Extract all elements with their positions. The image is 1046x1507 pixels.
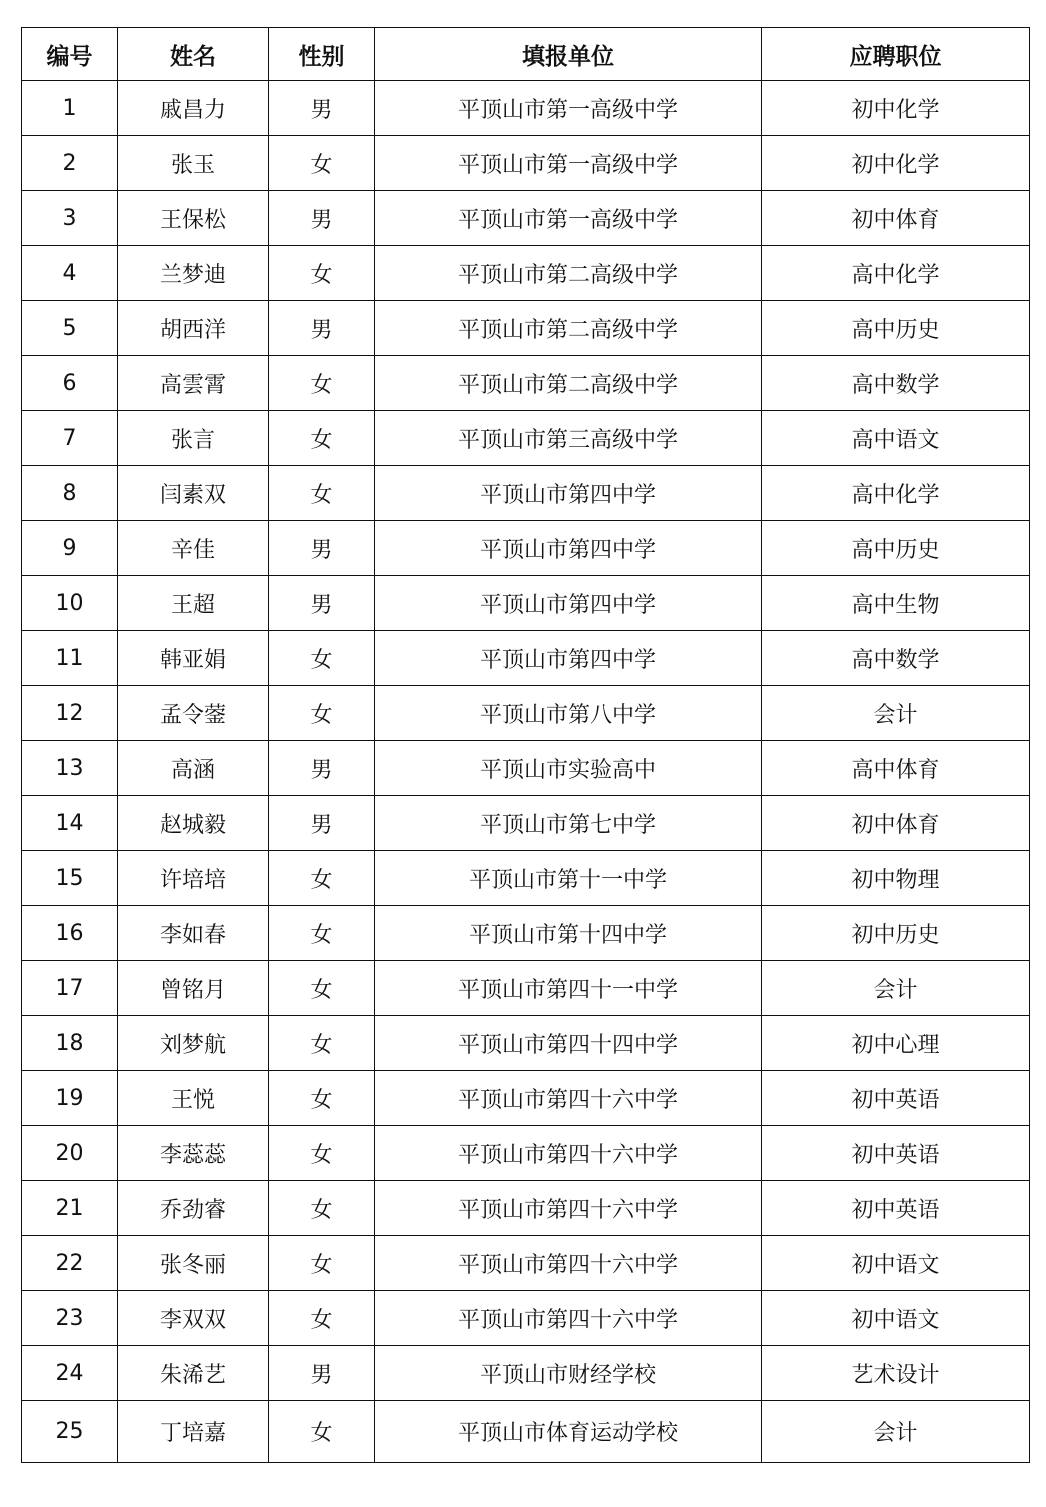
cell-id: 7	[22, 411, 118, 466]
cell-id: 10	[22, 576, 118, 631]
cell-unit: 平顶山市实验高中	[375, 741, 762, 796]
table-row	[22, 1016, 1030, 1071]
recruitment-roster-table	[21, 27, 1030, 1463]
cell-id: 6	[22, 356, 118, 411]
table-row	[22, 1071, 1030, 1126]
header-unit: 填报单位	[375, 28, 762, 81]
cell-id: 3	[22, 191, 118, 246]
table-row	[22, 1401, 1030, 1463]
table-row	[22, 246, 1030, 301]
cell-position: 高中数学	[762, 356, 1030, 411]
cell-unit: 平顶山市第四十六中学	[375, 1071, 762, 1126]
cell-unit: 平顶山市财经学校	[375, 1346, 762, 1401]
table-row	[22, 356, 1030, 411]
table-row	[22, 961, 1030, 1016]
cell-gender: 男	[269, 301, 375, 356]
cell-name: 高雲霄	[118, 356, 269, 411]
cell-unit: 平顶山市第四中学	[375, 521, 762, 576]
cell-gender: 女	[269, 851, 375, 906]
table-row	[22, 851, 1030, 906]
cell-name: 丁培嘉	[118, 1401, 269, 1463]
cell-gender: 女	[269, 136, 375, 191]
cell-gender: 男	[269, 796, 375, 851]
cell-unit: 平顶山市第一高级中学	[375, 136, 762, 191]
cell-gender: 男	[269, 191, 375, 246]
cell-position: 高中语文	[762, 411, 1030, 466]
cell-position: 初中心理	[762, 1016, 1030, 1071]
cell-position: 高中数学	[762, 631, 1030, 686]
cell-unit: 平顶山市第二高级中学	[375, 301, 762, 356]
cell-unit: 平顶山市第八中学	[375, 686, 762, 741]
cell-name: 乔劲睿	[118, 1181, 269, 1236]
cell-unit: 平顶山市第四十一中学	[375, 961, 762, 1016]
cell-id: 14	[22, 796, 118, 851]
cell-name: 韩亚娟	[118, 631, 269, 686]
cell-gender: 女	[269, 466, 375, 521]
cell-position: 初中历史	[762, 906, 1030, 961]
cell-position: 初中化学	[762, 136, 1030, 191]
table-row	[22, 1346, 1030, 1401]
cell-name: 王超	[118, 576, 269, 631]
cell-position: 初中语文	[762, 1291, 1030, 1346]
table-row	[22, 136, 1030, 191]
cell-unit: 平顶山市第十四中学	[375, 906, 762, 961]
cell-id: 22	[22, 1236, 118, 1291]
cell-id: 25	[22, 1401, 118, 1463]
cell-gender: 男	[269, 1346, 375, 1401]
cell-position: 初中体育	[762, 191, 1030, 246]
cell-id: 20	[22, 1126, 118, 1181]
cell-gender: 女	[269, 1181, 375, 1236]
cell-name: 张冬丽	[118, 1236, 269, 1291]
cell-unit: 平顶山市第四十四中学	[375, 1016, 762, 1071]
cell-id: 17	[22, 961, 118, 1016]
table-row	[22, 1126, 1030, 1181]
cell-gender: 女	[269, 686, 375, 741]
table-row	[22, 796, 1030, 851]
table-row	[22, 741, 1030, 796]
cell-gender: 女	[269, 1071, 375, 1126]
cell-gender: 女	[269, 246, 375, 301]
table-row	[22, 906, 1030, 961]
cell-name: 高涵	[118, 741, 269, 796]
table-row	[22, 1181, 1030, 1236]
cell-unit: 平顶山市第四十六中学	[375, 1181, 762, 1236]
cell-gender: 女	[269, 1016, 375, 1071]
table-row	[22, 81, 1030, 136]
table-row	[22, 191, 1030, 246]
cell-gender: 男	[269, 81, 375, 136]
cell-position: 高中化学	[762, 466, 1030, 521]
cell-id: 5	[22, 301, 118, 356]
header-id: 编号	[22, 28, 118, 81]
cell-name: 曾铭月	[118, 961, 269, 1016]
cell-gender: 女	[269, 1236, 375, 1291]
cell-position: 高中体育	[762, 741, 1030, 796]
cell-name: 辛佳	[118, 521, 269, 576]
cell-position: 会计	[762, 1401, 1030, 1463]
cell-name: 王保松	[118, 191, 269, 246]
cell-id: 2	[22, 136, 118, 191]
cell-gender: 男	[269, 576, 375, 631]
cell-gender: 女	[269, 631, 375, 686]
cell-unit: 平顶山市第四十六中学	[375, 1236, 762, 1291]
table-row	[22, 576, 1030, 631]
cell-name: 王悦	[118, 1071, 269, 1126]
cell-id: 23	[22, 1291, 118, 1346]
cell-position: 会计	[762, 961, 1030, 1016]
header-gender: 性别	[269, 28, 375, 81]
cell-position: 高中化学	[762, 246, 1030, 301]
cell-unit: 平顶山市第四十六中学	[375, 1291, 762, 1346]
cell-gender: 女	[269, 1291, 375, 1346]
cell-gender: 男	[269, 521, 375, 576]
cell-id: 18	[22, 1016, 118, 1071]
cell-name: 李如春	[118, 906, 269, 961]
cell-position: 初中英语	[762, 1181, 1030, 1236]
cell-name: 许培培	[118, 851, 269, 906]
cell-position: 初中化学	[762, 81, 1030, 136]
cell-unit: 平顶山市第二高级中学	[375, 246, 762, 301]
cell-id: 9	[22, 521, 118, 576]
cell-name: 李双双	[118, 1291, 269, 1346]
cell-unit: 平顶山市第四中学	[375, 631, 762, 686]
cell-name: 孟令蓥	[118, 686, 269, 741]
cell-position: 高中历史	[762, 521, 1030, 576]
cell-position: 艺术设计	[762, 1346, 1030, 1401]
cell-position: 初中语文	[762, 1236, 1030, 1291]
cell-id: 24	[22, 1346, 118, 1401]
header-position: 应聘职位	[762, 28, 1030, 81]
cell-position: 初中英语	[762, 1126, 1030, 1181]
cell-id: 15	[22, 851, 118, 906]
header-name: 姓名	[118, 28, 269, 81]
table-row	[22, 301, 1030, 356]
cell-id: 13	[22, 741, 118, 796]
cell-position: 高中历史	[762, 301, 1030, 356]
cell-gender: 女	[269, 961, 375, 1016]
table-row	[22, 631, 1030, 686]
cell-unit: 平顶山市第一高级中学	[375, 81, 762, 136]
cell-id: 16	[22, 906, 118, 961]
cell-name: 朱浠艺	[118, 1346, 269, 1401]
cell-position: 初中物理	[762, 851, 1030, 906]
cell-name: 胡西洋	[118, 301, 269, 356]
cell-name: 闫素双	[118, 466, 269, 521]
cell-name: 兰梦迪	[118, 246, 269, 301]
cell-unit: 平顶山市第三高级中学	[375, 411, 762, 466]
cell-id: 11	[22, 631, 118, 686]
cell-id: 21	[22, 1181, 118, 1236]
cell-unit: 平顶山市体育运动学校	[375, 1401, 762, 1463]
cell-unit: 平顶山市第十一中学	[375, 851, 762, 906]
cell-name: 戚昌力	[118, 81, 269, 136]
cell-gender: 女	[269, 906, 375, 961]
table-row	[22, 466, 1030, 521]
table-row	[22, 411, 1030, 466]
cell-gender: 女	[269, 411, 375, 466]
table-body	[22, 81, 1030, 1463]
cell-gender: 男	[269, 741, 375, 796]
table-row	[22, 1236, 1030, 1291]
cell-unit: 平顶山市第二高级中学	[375, 356, 762, 411]
cell-gender: 女	[269, 356, 375, 411]
cell-gender: 女	[269, 1126, 375, 1181]
cell-unit: 平顶山市第一高级中学	[375, 191, 762, 246]
cell-name: 刘梦航	[118, 1016, 269, 1071]
cell-unit: 平顶山市第四中学	[375, 576, 762, 631]
cell-position: 会计	[762, 686, 1030, 741]
cell-id: 8	[22, 466, 118, 521]
table-header-row	[22, 28, 1030, 81]
cell-id: 4	[22, 246, 118, 301]
cell-gender: 女	[269, 1401, 375, 1463]
cell-unit: 平顶山市第四十六中学	[375, 1126, 762, 1181]
table-row	[22, 1291, 1030, 1346]
cell-id: 1	[22, 81, 118, 136]
cell-name: 张言	[118, 411, 269, 466]
cell-position: 初中英语	[762, 1071, 1030, 1126]
cell-position: 高中生物	[762, 576, 1030, 631]
cell-position: 初中体育	[762, 796, 1030, 851]
table-row	[22, 686, 1030, 741]
cell-name: 赵城毅	[118, 796, 269, 851]
cell-unit: 平顶山市第七中学	[375, 796, 762, 851]
cell-name: 李蕊蕊	[118, 1126, 269, 1181]
cell-id: 19	[22, 1071, 118, 1126]
cell-id: 12	[22, 686, 118, 741]
table-row	[22, 521, 1030, 576]
cell-name: 张玉	[118, 136, 269, 191]
cell-unit: 平顶山市第四中学	[375, 466, 762, 521]
